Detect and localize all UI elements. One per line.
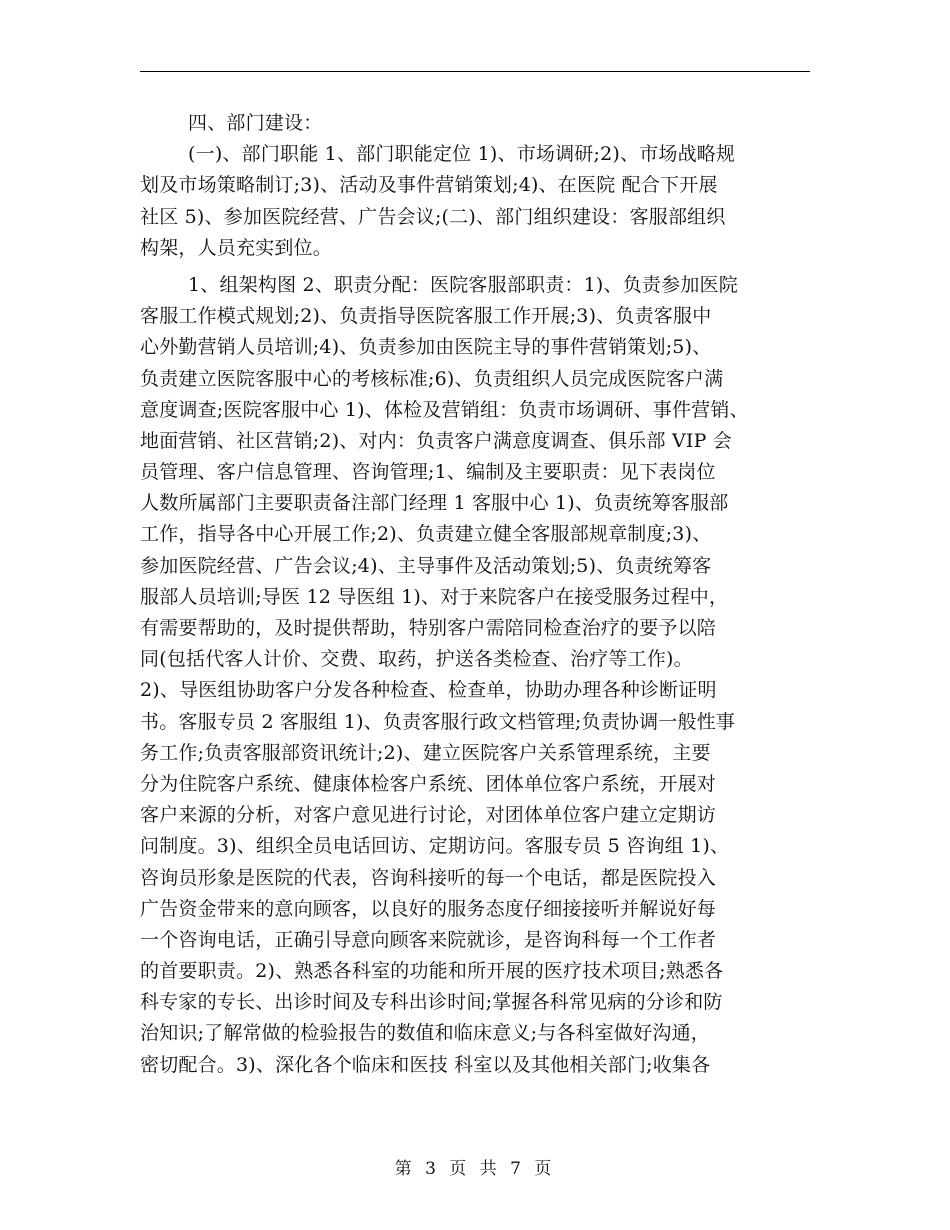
text-line: 咨询员形象是医院的代表，咨询科接听的每一个电话，都是医院投入 [140,866,717,889]
text-line: 的首要职责。2)、熟悉各科室的功能和所开展的医疗技术项目;熟悉各 [140,960,724,983]
text-line: 客户来源的分析，对客户意见进行讨论，对团体单位客户建立定期访 [140,804,717,827]
text-line: 广告资金带来的意向顾客，以良好的服务态度仔细接接听并解说好每 [140,897,717,920]
text-line: 划及市场策略制订;3)、活动及事件营销策划;4)、在医院 配合下开展 [140,174,718,197]
text-line: 治知识;了解常做的检验报告的数值和临床意义;与各科室做好沟通， [140,1022,711,1045]
text-line: 人数所属部门主要职责备注部门经理 1 客服中心 1)、负责统筹客服部 [140,492,729,515]
text-line: 问制度。3)、组织全员电话回访、定期访问。客服专员 5 咨询组 1)、 [140,835,730,858]
text-line: 参加医院经营、广告会议;4)、主导事件及活动策划;5)、负责统筹客 [140,554,712,577]
text-line: 构架，人员充实到位。 [140,236,333,259]
text-line: 密切配合。3)、深化各个临床和医技 科室以及其他相关部门;收集各 [140,1053,711,1076]
text-line: 地面营销、社区营销;2)、对内：负责客户满意度调查、俱乐部 VIP 会 [140,429,732,452]
header-rule [140,71,810,72]
text-line: 2)、导医组协助客户分发各种检查、检查单，协助办理各种诊断证明 [140,679,717,702]
text-line: 1、组架构图 2、职责分配：医院客服部职责：1)、负责参加医院 [188,273,738,296]
text-line: 心外勤营销人员培训;4)、负责参加由医院主导的事件营销策划;5)、 [140,336,712,359]
paragraph [140,270,820,1081]
text-line: 务工作;负责客服部资讯统计;2)、建立医院客户关系管理系统，主要 [140,741,711,764]
text-line: 书。客服专员 2 客服组 1)、负责客服行政文档管理;负责协调一般性事 [140,710,736,733]
text-line: (一)、部门职能 1、部门职能定位 1)、市场调研;2)、市场战略规 [188,143,736,166]
page-number-footer: 第 3 页 共 7 页 [394,1159,556,1179]
text-line: 一个咨询电话，正确引导意向顾客来院就诊，是咨询科每一个工作者 [140,928,717,951]
text-line: 四、部门建设： [188,112,323,134]
text-line: 负责建立医院客服中心的考核标准;6)、负责组织人员完成医院客户满 [140,367,724,390]
text-line: 服部人员培训;导医 12 导医组 1)、对于来院客户在接受服务过程中， [140,585,729,608]
text-line: 社区 5)、参加医院经营、广告会议;(二)、部门组织建设：客服部组织 [140,205,726,228]
text-line: 客服工作模式规划;2)、负责指导医院客服工作开展;3)、负责客服中 [140,305,712,328]
text-line: 意度调查;医院客服中心 1)、体检及营销组：负责市场调研、事件营销、 [140,398,749,421]
paragraph [140,139,820,264]
text-line: 科专家的专长、出诊时间及专科出诊时间;掌握各科常见病的分诊和防 [140,991,723,1014]
text-line: 工作，指导各中心开展工作;2)、负责建立健全客服部规章制度;3)、 [140,523,712,546]
text-line: 有需要帮助的，及时提供帮助，特别客户需陪同检查治疗的要予以陪 [140,617,717,639]
text-line: 员管理、客户信息管理、咨询管理;1、编制及主要职责：见下表岗位 [140,461,716,484]
text-line: 同(包括代客人计价、交费、取药，护送各类检查、治疗等工作)。 [140,648,693,671]
document-body [140,108,820,1081]
text-line: 分为住院客户系统、健康体检客户系统、团体单位客户系统，开展对 [140,772,717,795]
paragraph [140,108,820,139]
